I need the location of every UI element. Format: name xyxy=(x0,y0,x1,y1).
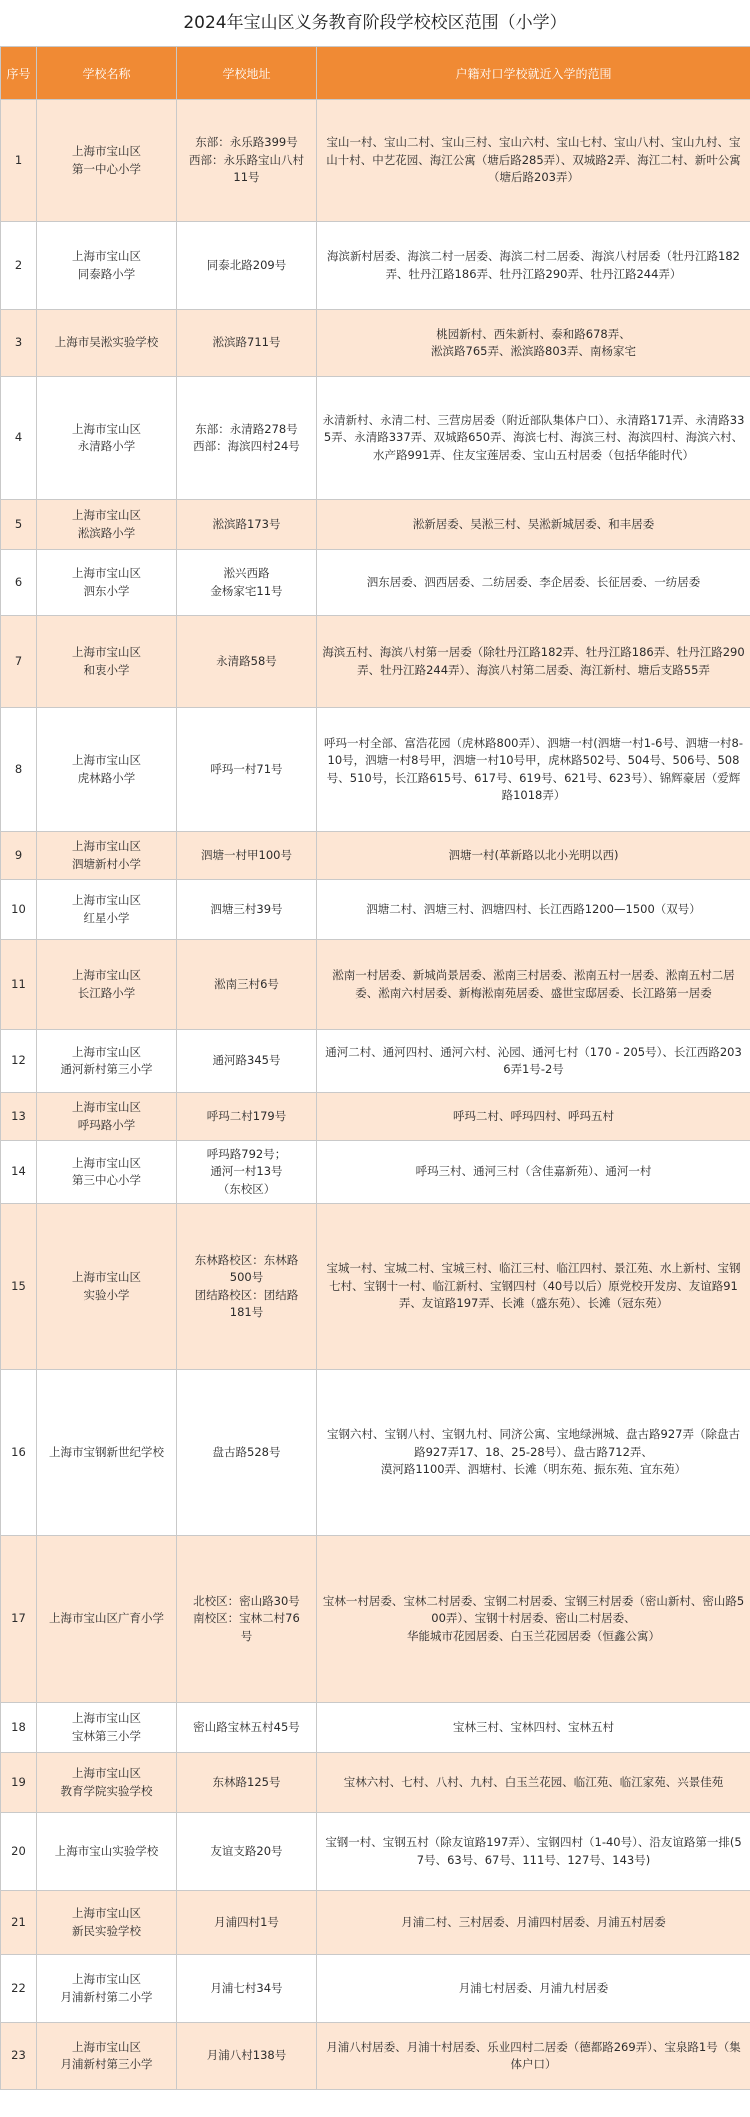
row-number: 18 xyxy=(1,1703,37,1753)
enrollment-range: 宝山一村、宝山二村、宝山三村、宝山六村、宝山七村、宝山八村、宝山九村、宝山十村、中艺花园、海江公寓（塘后路285弄）、双城路2弄、海江二村、新叶公寓（塘后路203弄） xyxy=(317,100,750,222)
school-address: 月浦七村34号 xyxy=(177,1955,317,2023)
table-row xyxy=(1,222,750,310)
table-row xyxy=(1,1891,750,1955)
school-address: 泗塘三村39号 xyxy=(177,880,317,940)
school-name: 上海市宝山区 永清路小学 xyxy=(37,377,177,500)
table-row xyxy=(1,1204,750,1370)
enrollment-range: 月浦二村、三村居委、月浦四村居委、月浦五村居委 xyxy=(317,1891,750,1955)
row-number: 14 xyxy=(1,1141,37,1204)
enrollment-range: 泗东居委、泗西居委、二纺居委、李企居委、长征居委、一纺居委 xyxy=(317,550,750,616)
school-address: 东林路125号 xyxy=(177,1753,317,1813)
enrollment-range: 宝钢一村、宝钢五村（除友谊路197弄）、宝钢四村（1-40号）、沿友谊路第一排(57号、63号、67号、111号、127号、143号) xyxy=(317,1813,750,1891)
table-row xyxy=(1,1703,750,1753)
school-name: 上海市宝山区 泗东小学 xyxy=(37,550,177,616)
header-school-address: 学校地址 xyxy=(177,47,317,100)
school-name: 上海市宝山区 淞滨路小学 xyxy=(37,500,177,550)
school-address: 北校区：密山路30号 南校区：宝林二村76 号 xyxy=(177,1536,317,1703)
school-name: 上海市宝山区 第三中心小学 xyxy=(37,1141,177,1204)
enrollment-range: 呼玛一村全部、富浩花园（虎林路800弄）、泗塘一村(泗塘一村1-6号、泗塘一村8-10号，泗塘一村8号甲，泗塘一村10号甲，虎林路502号、504号、506号、508号、510号，长江路615号、617号、619号、621号、623号）、锦辉豪居（爱辉路1018弄） xyxy=(317,708,750,832)
row-number: 17 xyxy=(1,1536,37,1703)
table-row xyxy=(1,1753,750,1813)
school-name: 上海市吴淞实验学校 xyxy=(37,310,177,377)
row-number: 7 xyxy=(1,616,37,708)
table-row xyxy=(1,2023,750,2090)
school-address: 淞滨路711号 xyxy=(177,310,317,377)
school-address: 友谊支路20号 xyxy=(177,1813,317,1891)
enrollment-range: 泗塘二村、泗塘三村、泗塘四村、长江西路1200—1500（双号） xyxy=(317,880,750,940)
header-enrollment-range: 户籍对口学校就近入学的范围 xyxy=(317,47,750,100)
school-name: 上海市宝山区 红星小学 xyxy=(37,880,177,940)
school-address: 呼玛路792号； 通河一村13号 （东校区） xyxy=(177,1141,317,1204)
row-number: 9 xyxy=(1,832,37,880)
table-header-row xyxy=(1,47,750,100)
row-number: 4 xyxy=(1,377,37,500)
table-row xyxy=(1,1093,750,1141)
school-name: 上海市宝山区 和衷小学 xyxy=(37,616,177,708)
table-body xyxy=(1,100,750,2090)
enrollment-range: 淞新居委、吴淞三村、吴淞新城居委、和丰居委 xyxy=(317,500,750,550)
school-name: 上海市宝山区 月浦新村第三小学 xyxy=(37,2023,177,2090)
row-number: 10 xyxy=(1,880,37,940)
school-address: 盘古路528号 xyxy=(177,1370,317,1536)
enrollment-range: 呼玛三村、通河三村（含佳嘉新苑）、通河一村 xyxy=(317,1141,750,1204)
school-address: 永清路58号 xyxy=(177,616,317,708)
school-address: 同泰北路209号 xyxy=(177,222,317,310)
school-name: 上海市宝山区 新民实验学校 xyxy=(37,1891,177,1955)
school-name: 上海市宝山区 第一中心小学 xyxy=(37,100,177,222)
school-name: 上海市宝山区 实验小学 xyxy=(37,1204,177,1370)
header-school-name: 学校名称 xyxy=(37,47,177,100)
table-row xyxy=(1,1955,750,2023)
enrollment-range: 宝钢六村、宝钢八村、宝钢九村、同济公寓、宝地绿洲城、盘古路927弄（除盘古路927弄17、18、25-28号）、盘古路712弄、 漠河路1100弄、泗塘村、长滩（明东苑、振东苑、宜东苑） xyxy=(317,1370,750,1536)
school-name: 上海市宝山区 虎林路小学 xyxy=(37,708,177,832)
school-address: 月浦四村1号 xyxy=(177,1891,317,1955)
enrollment-range: 海滨新村居委、海滨二村一居委、海滨二村二居委、海滨八村居委（牡丹江路182弄、牡丹江路186弄、牡丹江路290弄、牡丹江路244弄） xyxy=(317,222,750,310)
row-number: 22 xyxy=(1,1955,37,2023)
school-name: 上海市宝山区 长江路小学 xyxy=(37,940,177,1030)
row-number: 5 xyxy=(1,500,37,550)
school-name: 上海市宝山区广育小学 xyxy=(37,1536,177,1703)
table-row xyxy=(1,550,750,616)
school-address: 东部：永清路278号 西部：海滨四村24号 xyxy=(177,377,317,500)
row-number: 15 xyxy=(1,1204,37,1370)
school-address: 月浦八村138号 xyxy=(177,2023,317,2090)
school-name: 上海市宝钢新世纪学校 xyxy=(37,1370,177,1536)
enrollment-range: 淞南一村居委、新城尚景居委、淞南三村居委、淞南五村一居委、淞南五村二居委、淞南六村居委、新梅淞南苑居委、盛世宝邸居委、长江路第一居委 xyxy=(317,940,750,1030)
table-row xyxy=(1,1030,750,1093)
table-row xyxy=(1,940,750,1030)
table-row xyxy=(1,500,750,550)
row-number: 23 xyxy=(1,2023,37,2090)
school-name: 上海市宝山区 月浦新村第二小学 xyxy=(37,1955,177,2023)
table-row xyxy=(1,377,750,500)
enrollment-range: 通河二村、通河四村、通河六村、沁园、通河七村（170 - 205号）、长江西路2036弄1号-2号 xyxy=(317,1030,750,1093)
table-row xyxy=(1,100,750,222)
table-row xyxy=(1,880,750,940)
school-name: 上海市宝山实验学校 xyxy=(37,1813,177,1891)
enrollment-range: 永清新村、永清二村、三营房居委（附近部队集体户口）、永清路171弄、永清路335弄、永清路337弄、双城路650弄、海滨七村、海滨三村、海滨四村、海滨六村、水产路991弄、住友宝莲居委、宝山五村居委（包括华能时代） xyxy=(317,377,750,500)
school-address: 通河路345号 xyxy=(177,1030,317,1093)
enrollment-range: 宝城一村、宝城二村、宝城三村、临江三村、临江四村、景江苑、水上新村、宝钢七村、宝钢十一村、临江新村、宝钢四村（40号以后）原党校开发房、友谊路91弄、友谊路197弄、长滩（盛东苑）、长滩（冠东苑） xyxy=(317,1204,750,1370)
school-address: 泗塘一村甲100号 xyxy=(177,832,317,880)
school-name: 上海市宝山区 宝林第三小学 xyxy=(37,1703,177,1753)
enrollment-range: 宝林三村、宝林四村、宝林五村 xyxy=(317,1703,750,1753)
table-row xyxy=(1,832,750,880)
school-address: 呼玛二村179号 xyxy=(177,1093,317,1141)
school-name: 上海市宝山区 呼玛路小学 xyxy=(37,1093,177,1141)
school-address: 东林路校区：东林路 500号 团结路校区：团结路 181号 xyxy=(177,1204,317,1370)
school-address: 淞滨路173号 xyxy=(177,500,317,550)
table-row xyxy=(1,1813,750,1891)
table-row xyxy=(1,1141,750,1204)
row-number: 21 xyxy=(1,1891,37,1955)
enrollment-range: 呼玛二村、呼玛四村、呼玛五村 xyxy=(317,1093,750,1141)
enrollment-range: 月浦八村居委、月浦十村居委、乐业四村二居委（德都路269弄）、宝泉路1号（集体户口） xyxy=(317,2023,750,2090)
row-number: 13 xyxy=(1,1093,37,1141)
row-number: 2 xyxy=(1,222,37,310)
school-name: 上海市宝山区 同泰路小学 xyxy=(37,222,177,310)
row-number: 20 xyxy=(1,1813,37,1891)
school-address: 呼玛一村71号 xyxy=(177,708,317,832)
row-number: 8 xyxy=(1,708,37,832)
enrollment-range: 宝林六村、七村、八村、九村、白玉兰花园、临江苑、临江家苑、兴景佳苑 xyxy=(317,1753,750,1813)
enrollment-range: 桃园新村、西朱新村、泰和路678弄、 淞滨路765弄、淞滨路803弄、南杨家宅 xyxy=(317,310,750,377)
table-row xyxy=(1,616,750,708)
page-title: 2024年宝山区义务教育阶段学校校区范围（小学） xyxy=(183,13,567,33)
row-number: 3 xyxy=(1,310,37,377)
enrollment-range: 宝林一村居委、宝林二村居委、宝钢二村居委、宝钢三村居委（密山新村、密山路500弄）、宝钢十村居委、密山二村居委、 华能城市花园居委、白玉兰花园居委（恒鑫公寓） xyxy=(317,1536,750,1703)
row-number: 6 xyxy=(1,550,37,616)
school-district-table xyxy=(0,46,750,2090)
school-address: 密山路宝林五村45号 xyxy=(177,1703,317,1753)
school-address: 淞兴西路 金杨家宅11号 xyxy=(177,550,317,616)
school-name: 上海市宝山区 教育学院实验学校 xyxy=(37,1753,177,1813)
table-row xyxy=(1,1370,750,1536)
school-name: 上海市宝山区 通河新村第三小学 xyxy=(37,1030,177,1093)
school-address: 淞南三村6号 xyxy=(177,940,317,1030)
school-address: 东部：永乐路399号 西部：永乐路宝山八村 11号 xyxy=(177,100,317,222)
enrollment-range: 海滨五村、海滨八村第一居委（除牡丹江路182弄、牡丹江路186弄、牡丹江路290弄、牡丹江路244弄）、海滨八村第二居委、海江新村、塘后支路55弄 xyxy=(317,616,750,708)
table-row xyxy=(1,310,750,377)
row-number: 12 xyxy=(1,1030,37,1093)
enrollment-range: 月浦七村居委、月浦九村居委 xyxy=(317,1955,750,2023)
table-row xyxy=(1,1536,750,1703)
header-no: 序号 xyxy=(1,47,37,100)
row-number: 1 xyxy=(1,100,37,222)
table-row xyxy=(1,708,750,832)
school-name: 上海市宝山区 泗塘新村小学 xyxy=(37,832,177,880)
row-number: 16 xyxy=(1,1370,37,1536)
enrollment-range: 泗塘一村(革新路以北小光明以西) xyxy=(317,832,750,880)
row-number: 19 xyxy=(1,1753,37,1813)
row-number: 11 xyxy=(1,940,37,1030)
